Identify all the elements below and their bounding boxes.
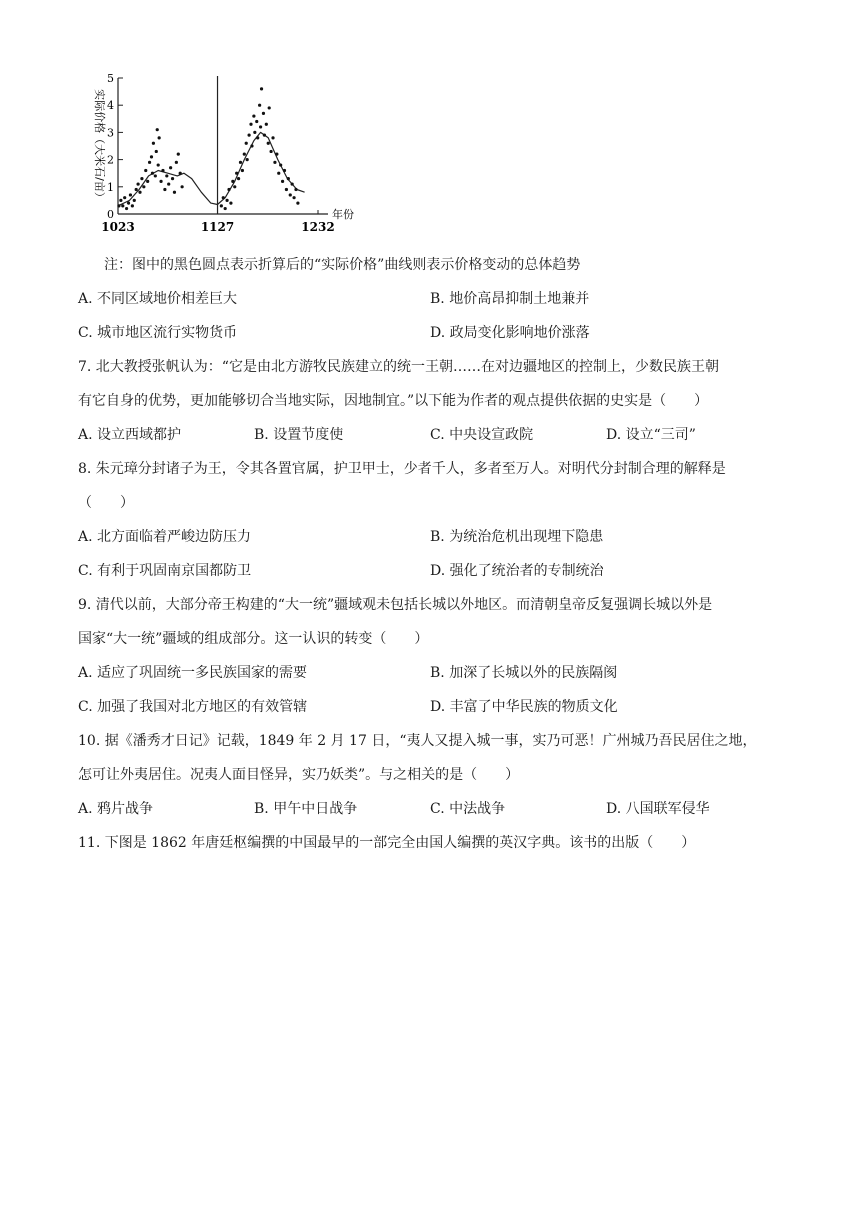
y-tick-label-2: 2	[107, 153, 114, 167]
q8-stem-line1: 8. 朱元璋分封诸子为王，令其各置官属，护卫甲士，少者千人，多者至万人。对明代分封制合理的解释是	[78, 461, 726, 477]
data-point-4	[125, 207, 128, 210]
q6-option-d: D. 政局变化影响地价涨落	[430, 325, 590, 341]
data-point-3	[123, 196, 126, 199]
data-point-15	[146, 180, 149, 183]
data-point-28	[165, 174, 168, 177]
data-point-64	[265, 123, 268, 126]
q10-option-c: C. 中法战争	[430, 801, 506, 817]
q9-option-d: D. 丰富了中华民族的物质文化	[430, 699, 618, 715]
data-point-17	[150, 155, 153, 158]
data-point-22	[156, 128, 159, 131]
data-point-78	[291, 182, 294, 185]
data-point-55	[252, 114, 255, 117]
y-tick-label-3: 3	[107, 126, 114, 140]
data-point-74	[283, 169, 286, 172]
data-point-56	[253, 131, 256, 134]
data-point-14	[144, 169, 147, 172]
data-point-5	[127, 202, 130, 205]
q8-option-b: B. 为统治危机出现埋下隐患	[430, 529, 604, 545]
data-point-29	[167, 182, 170, 185]
data-point-66	[268, 106, 271, 109]
data-point-62	[262, 112, 265, 115]
q10-stem-line2: 怎可让外夷居住。况夷人面目怪异，实乃妖类”。与之相关的是（ ）	[78, 767, 520, 783]
data-point-30	[169, 166, 172, 169]
data-point-69	[273, 161, 276, 164]
data-point-68	[271, 136, 274, 139]
data-point-40	[225, 199, 228, 202]
data-point-12	[140, 177, 143, 180]
data-point-21	[155, 150, 158, 153]
data-point-23	[157, 163, 160, 166]
q10-option-d: D. 八国联军侵华	[606, 801, 710, 817]
data-point-6	[129, 193, 132, 196]
data-point-32	[173, 191, 176, 194]
data-point-39	[224, 207, 227, 210]
data-point-54	[250, 144, 253, 147]
q7-stem-line1: 7. 北大教授张帆认为：“它是由北方游牧民族建立的统一王朝……在对边疆地区的控制上，少数民族王朝	[78, 359, 719, 375]
data-point-9	[135, 188, 138, 191]
data-point-61	[260, 87, 263, 90]
data-point-46	[237, 177, 240, 180]
x-tick-label-1127: 1127	[200, 220, 235, 234]
data-point-43	[231, 180, 234, 183]
data-point-58	[256, 136, 259, 139]
data-point-51	[246, 158, 249, 161]
data-point-31	[171, 177, 174, 180]
data-point-36	[181, 185, 184, 188]
data-point-0	[117, 204, 120, 207]
q7-option-b: B. 设置节度使	[254, 427, 344, 443]
data-point-79	[292, 196, 295, 199]
data-point-20	[154, 174, 157, 177]
y-axis-label: 实际价格（大米石/亩）	[93, 89, 106, 203]
q6-option-c: C. 城市地区流行实物货币	[78, 325, 238, 341]
data-point-81	[296, 202, 299, 205]
data-point-71	[277, 172, 280, 175]
data-point-26	[161, 169, 164, 172]
data-point-70	[275, 153, 278, 156]
q8-option-c: C. 有利于巩固南京国都防卫	[78, 563, 252, 579]
x-axis-label: 年份	[332, 208, 354, 221]
y-tick-label-1: 1	[107, 180, 114, 194]
q10-option-b: B. 甲午中日战争	[254, 801, 358, 817]
q7-stem-line2: 有它自身的优势，更加能够切合当地实际，因地制宜。”以下能为作者的观点提供依据的史实是（ ）	[78, 393, 709, 409]
data-point-50	[245, 142, 248, 145]
q7-option-d: D. 设立“三司”	[606, 427, 696, 443]
data-point-8	[133, 199, 136, 202]
data-point-47	[239, 161, 242, 164]
q8-option-a: A. 北方面临着严峻边防压力	[78, 529, 252, 545]
q10-stem-line1: 10. 据《潘秀才日记》记载，1849 年 2 月 17 日，“夷人又提入城一事，实乃可恶！广州城乃吾民居住之地，	[78, 733, 757, 749]
data-point-42	[229, 202, 232, 205]
x-tick-label-1023: 1023	[101, 220, 135, 234]
data-point-34	[177, 153, 180, 156]
data-point-38	[222, 196, 225, 199]
q7-option-c: C. 中央设宣政院	[430, 427, 534, 443]
data-point-59	[258, 104, 261, 107]
data-point-19	[152, 142, 155, 145]
data-point-72	[279, 163, 282, 166]
data-point-35	[179, 172, 182, 175]
data-point-63	[263, 134, 266, 137]
q9-stem-line2: 国家“大一统”疆域的组成部分。这一认识的转变（ ）	[78, 631, 429, 647]
data-point-24	[158, 136, 161, 139]
chart-svg	[78, 70, 368, 245]
q9-option-c: C. 加强了我国对北方地区的有效管辖	[78, 699, 308, 715]
x-tick-label-1232: 1232	[301, 220, 335, 234]
data-point-49	[243, 153, 246, 156]
data-point-33	[175, 161, 178, 164]
y-tick-label-4: 4	[107, 99, 114, 113]
q9-stem-line1: 9. 清代以前，大部分帝王构建的“大一统”疆域观未包括长城以外地区。而清朝皇帝反复强调长城以外是	[78, 597, 713, 613]
q8-option-d: D. 强化了统治者的专制统治	[430, 563, 604, 579]
land-price-chart	[78, 70, 368, 245]
data-point-53	[249, 123, 252, 126]
q8-stem-line2: （ ）	[78, 495, 134, 511]
data-point-10	[136, 182, 139, 185]
data-point-75	[285, 188, 288, 191]
data-point-48	[241, 169, 244, 172]
data-point-25	[159, 180, 162, 183]
data-point-27	[163, 188, 166, 191]
q6-option-a: A. 不同区域地价相差巨大	[78, 291, 238, 307]
data-point-44	[233, 185, 236, 188]
data-point-80	[294, 188, 297, 191]
data-point-13	[142, 185, 145, 188]
q9-option-b: B. 加深了长城以外的民族隔阂	[430, 665, 618, 681]
data-point-67	[270, 150, 273, 153]
data-point-57	[255, 120, 258, 123]
q9-option-a: A. 适应了巩固统一多民族国家的需要	[78, 665, 308, 681]
y-tick-label-5: 5	[107, 72, 114, 85]
data-point-18	[151, 172, 154, 175]
chart-note: 注：图中的黑色圆点表示折算后的“实际价格”曲线则表示价格变动的总体趋势	[104, 257, 581, 273]
data-point-65	[267, 142, 270, 145]
data-point-11	[138, 191, 141, 194]
y-tick-label-0: 0	[107, 208, 114, 221]
data-point-52	[248, 134, 251, 137]
data-point-60	[259, 125, 262, 128]
data-point-77	[289, 193, 292, 196]
q7-option-a: A. 设立西域都护	[78, 427, 182, 443]
data-point-37	[220, 204, 223, 207]
data-point-2	[121, 204, 124, 207]
q10-option-a: A. 鸦片战争	[78, 801, 154, 817]
data-point-16	[148, 161, 151, 164]
data-point-41	[227, 188, 230, 191]
q11-stem-line1: 11. 下图是 1862 年唐廷枢编撰的中国最早的一部完全由国人编撰的英汉字典。该书的出版（ ）	[78, 835, 696, 851]
data-point-7	[131, 204, 134, 207]
data-point-76	[287, 177, 290, 180]
q6-option-b: B. 地价高昂抑制土地兼并	[430, 291, 590, 307]
data-point-1	[119, 199, 122, 202]
data-point-73	[281, 180, 284, 183]
data-point-45	[235, 172, 238, 175]
